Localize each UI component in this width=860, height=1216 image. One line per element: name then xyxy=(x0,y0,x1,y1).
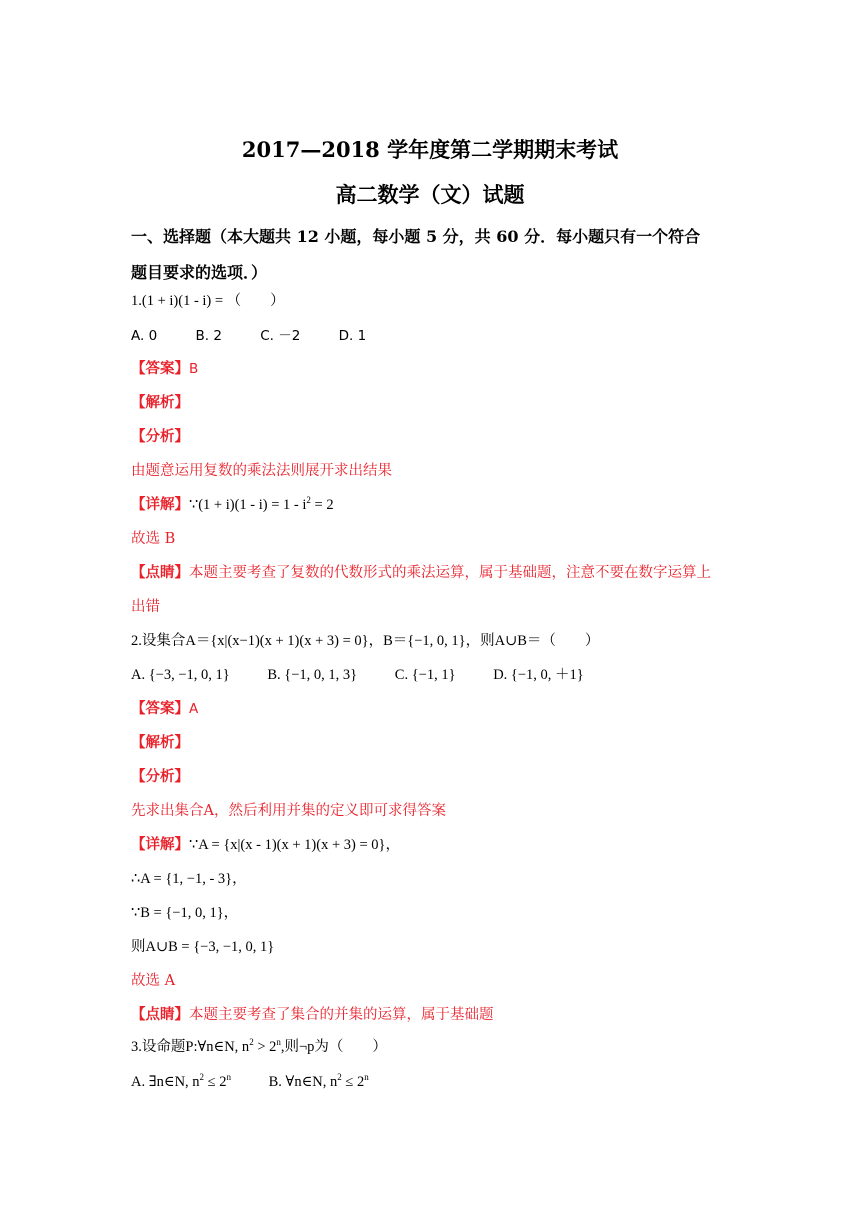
answer-value: A xyxy=(189,701,199,717)
q2-step3: 则A∪B = {−3, −1, 0, 1} xyxy=(131,939,275,955)
q3-options xyxy=(131,1072,369,1092)
exam-title: 2017—2018 学年度第二学期期末考试 xyxy=(241,137,619,162)
q2-fenxi-tag: 【分析】 xyxy=(131,768,189,785)
q2-option-a: A. {−3, −1, 0, 1} xyxy=(131,667,230,683)
answer-tag: 【答案】 xyxy=(131,700,189,717)
q2-conclusion: 故选 A xyxy=(131,973,176,989)
dianjing-tag: 【点睛】 xyxy=(131,564,189,581)
q1-dianjing: 【点睛】本题主要考查了复数的代数形式的乘法运算，属于基础题，注意不要在数字运算上 xyxy=(131,564,711,581)
q1-option-b: B. 2 xyxy=(195,328,222,344)
q1-options xyxy=(131,326,366,346)
q2-stem: 2.设集合A＝{x|(x−1)(x + 1)(x + 3) = 0}，B＝{−1, 0, 1}，则A∪B＝（ ） xyxy=(131,633,600,649)
q2-option-b: B. {−1, 0, 1, 3} xyxy=(267,667,358,683)
q3-stem: 3.设命题P:∀n∈N, $n^2 > 2^n$,则¬p为（ ） xyxy=(131,1037,387,1055)
q1-fenxi-tag: 【分析】 xyxy=(131,428,189,445)
xiangjie-tag: 【详解】 xyxy=(131,836,189,853)
q2-dianjing: 【点睛】本题主要考查了集合的并集的运算，属于基础题 xyxy=(131,1006,494,1023)
q1-stem: 1.(1 + i)(1 - i) = （ ） xyxy=(131,293,285,309)
xiangjie-tag: 【详解】 xyxy=(131,496,189,513)
answer-value: B xyxy=(189,361,199,377)
section-heading-line1: 一、选择题（本大题共 12 小题，每小题 5 分，共 60 分．每小题只有一个符合 xyxy=(131,227,701,246)
q2-step2: ∵B = {−1, 0, 1}， xyxy=(131,905,239,921)
q3-option-a: A. ∃n∈N, $n^2 \le 2^n$ xyxy=(131,1072,232,1090)
q1-xiangjie: 【详解】∵(1 + $i)(1 - i) = 1 - i^2 = 2$ xyxy=(131,495,334,513)
section-heading-line2: 题目要求的选项．） xyxy=(131,263,268,282)
q2-fenxi-text: 先求出集合A，然后利用并集的定义即可求得答案 xyxy=(131,803,446,819)
exam-subtitle: 高二数学（文）试题 xyxy=(335,182,525,207)
q1-fenxi-text: 由题意运用复数的乘法法则展开求出结果 xyxy=(131,463,392,479)
q1-option-a: A. 0 xyxy=(131,328,158,344)
q2-xiangjie: 【详解】∵A = {x|(x - 1)(x + 1)(x + 3) = 0}， xyxy=(131,836,400,853)
q2-jiexi-tag: 【解析】 xyxy=(131,734,189,751)
q1-option-c: C. －2 xyxy=(260,328,301,344)
q2-step1: ∴A = {1, −1, - 3}， xyxy=(131,871,247,887)
q2-answer xyxy=(131,699,198,719)
q1-jiexi-tag: 【解析】 xyxy=(131,394,189,411)
q1-answer xyxy=(131,359,198,379)
q2-options xyxy=(131,665,584,685)
q3-option-b: B. ∀n∈N, $n^2 \le 2^n$ xyxy=(268,1072,369,1090)
answer-tag: 【答案】 xyxy=(131,360,189,377)
q2-option-c: C. {−1, 1} xyxy=(394,667,456,683)
q1-conclusion: 故选 B xyxy=(131,531,176,547)
q1-dianjing-cont: 出错 xyxy=(131,599,160,615)
q1-option-d: D. 1 xyxy=(338,328,367,344)
q2-option-d: D. {−1, 0, ＋1} xyxy=(493,667,584,683)
dianjing-tag: 【点睛】 xyxy=(131,1006,189,1023)
